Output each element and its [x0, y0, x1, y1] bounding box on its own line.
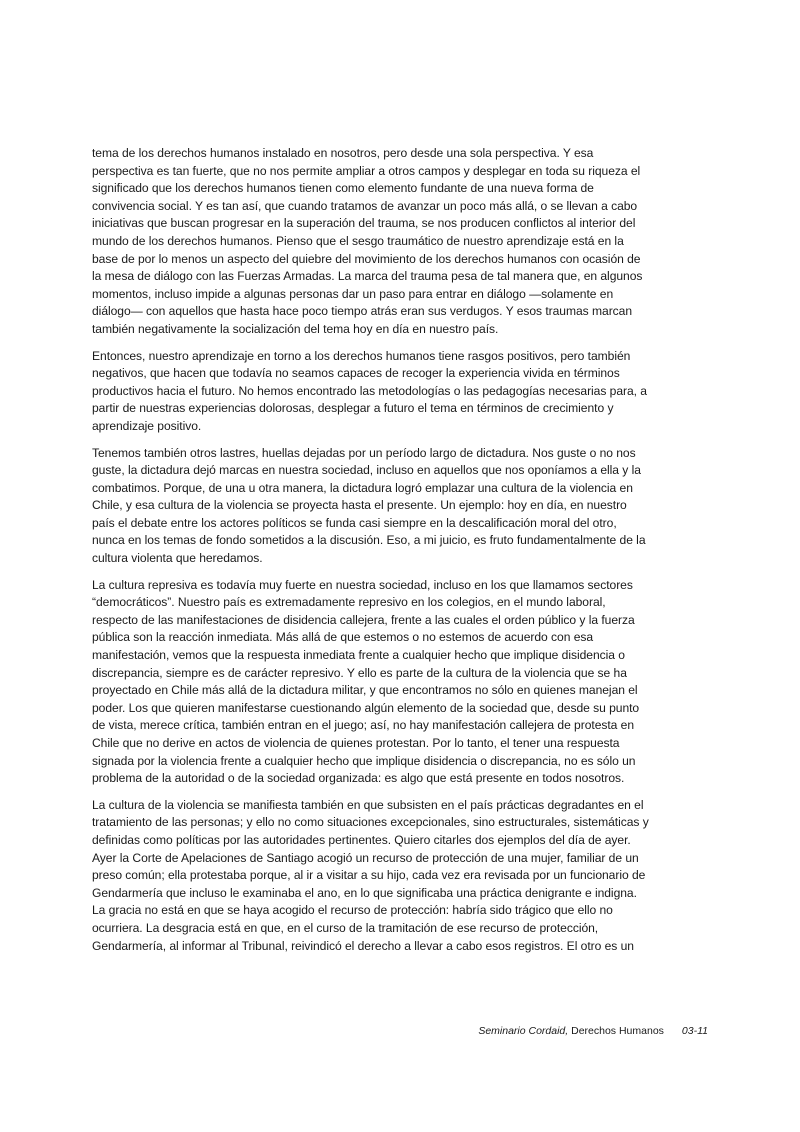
text-line: perspectiva es tan fuerte, que no nos permite ampliar a otros campos y desplegar en toda su riqueza el [92, 163, 641, 178]
text-line: cultura violenta que heredamos. [92, 551, 263, 566]
text-line: Entonces, nuestro aprendizaje en torno a los derechos humanos tiene rasgos positivos, pero también [92, 348, 631, 363]
text-line: guste, la dictadura dejó marcas en nuestra sociedad, incluso en aquellos que nos oponíamos a ella y la [92, 463, 641, 478]
text-line: Tenemos también otros lastres, huellas dejadas por un período largo de dictadura. Nos guste o no nos [92, 445, 636, 460]
text-line: combatimos. Porque, de una u otra manera, la dictadura logró emplazar una cultura de la violencia en [92, 480, 633, 495]
text-line: diálogo— con aquellos que hasta hace poco tiempo atrás eran sus verdugos. Y esos traumas marcan [92, 304, 633, 319]
text-line: iniciativas que buscan progresar en la superación del trauma, se nos producen conflictos al interior del [92, 216, 636, 231]
text-line: partir de nuestras experiencias dolorosas, desplegar a futuro el tema en términos de crecimiento y [92, 401, 614, 416]
text-line: la mesa de diálogo con las Fuerzas Armadas. La marca del trauma pesa de tal manera que, en algunos [92, 269, 643, 284]
footer-series-title: Seminario Cordaid, [478, 1025, 569, 1037]
text-line: Ayer la Corte de Apelaciones de Santiago acogió un recurso de protección de una mujer, familiar de un [92, 850, 639, 865]
text-line: discrepancia, siempre es de carácter represivo. Y ello es parte de la cultura de la violencia que se ha [92, 665, 627, 680]
text-line: poder. Los que quieren manifestarse cuestionando algún elemento de la sociedad que, desde su punto [92, 700, 640, 715]
text-line: país el debate entre los actores políticos se funda casi siempre en la descalificación moral del otro, [92, 515, 617, 530]
text-line: La gracia no está en que se haya acogido el recurso de protección: habría sido trágico que ello no [92, 903, 613, 918]
document-body [92, 145, 712, 964]
text-line: mundo de los derechos humanos. Pienso que el sesgo traumático de nuestro aprendizaje está en la [92, 233, 624, 248]
page-footer [478, 1025, 708, 1037]
text-line: signada por la violencia frente a cualquier hecho que implique disidencia o discrepancia, no es sólo un [92, 753, 636, 768]
text-line: proyectado en Chile más allá de la dictadura militar, y que encontramos no sólo en quienes manejan el [92, 683, 638, 698]
paragraph-1 [92, 145, 712, 339]
text-line: de vista, merece crítica, también entran en el juego; así, no hay manifestación callejera de protesta en [92, 718, 635, 733]
paragraph-4 [92, 577, 712, 788]
text-line: manifestación, vemos que la respuesta inmediata frente a cualquier hecho que implique disidencia o [92, 648, 625, 663]
text-line: La cultura de la violencia se manifiesta también en que subsisten en el país prácticas degradantes en el [92, 797, 644, 812]
text-line: base de por lo menos un aspecto del quiebre del movimiento de los derechos humanos con ocasión de [92, 251, 641, 266]
text-line: aprendizaje positivo. [92, 418, 202, 433]
text-line: definidas como políticas por las autoridades pertinentes. Quiero citarles dos ejemplos del día de ayer. [92, 832, 631, 847]
page-number: 03-11 [681, 1025, 708, 1037]
text-line: también negativamente la socialización del tema hoy en día en nuestro país. [92, 321, 499, 336]
text-line: Gendarmería que incluso le examinaba el ano, en lo que significaba una práctica denigrante e indigna. [92, 885, 637, 900]
text-line: preso común; ella protestaba porque, al ir a visitar a su hijo, cada vez era revisada por un funcionario de [92, 868, 646, 883]
paragraph-3 [92, 445, 712, 568]
text-line: nunca en los temas de fondo sometidos a la discusión. Eso, a mi juicio, es fruto fundamentalmente de la [92, 533, 646, 548]
text-line: ocurriera. La desgracia está en que, en el curso de la tramitación de ese recurso de protección, [92, 920, 599, 935]
text-line: problema de la autoridad o de la sociedad organizada: es algo que está presente en todos nosotros. [92, 771, 625, 786]
text-line: momentos, incluso impide a algunas personas dar un paso para entrar en diálogo —solamente en [92, 286, 614, 301]
text-line: Chile, y esa cultura de la violencia se proyecta hasta el presente. Un ejemplo: hoy en día, en nuestro [92, 498, 627, 513]
paragraph-2 [92, 348, 712, 436]
paragraph-5 [92, 797, 712, 955]
text-line: tema de los derechos humanos instalado en nosotros, pero desde una sola perspectiva. Y esa [92, 146, 594, 160]
text-line: negativos, que hacen que todavía no seamos capaces de recoger la experiencia vivida en términos [92, 366, 620, 381]
text-line: “democráticos”. Nuestro país es extremadamente represivo en los colegios, en el mundo laboral, [92, 595, 606, 610]
text-line: convivencia social. Y es tan así, que cuando tratamos de avanzar un poco más allá, o se llevan a cabo [92, 198, 638, 213]
text-line: tratamiento de las personas; y ello no como situaciones excepcionales, sino estructurales, sistemáticas y [92, 815, 649, 830]
text-line: Gendarmería, al informar al Tribunal, reivindicó el derecho a llevar a cabo esos registros. El otro es un [92, 938, 634, 953]
text-line: respecto de las manifestaciones de disidencia callejera, frente a las cuales el orden público y la fuerza [92, 612, 635, 627]
text-line: significado que los derechos humanos tienen como elemento fundante de una nueva forma de [92, 181, 594, 196]
text-line: La cultura represiva es todavía muy fuerte en nuestra sociedad, incluso en los que llamamos sectores [92, 577, 633, 592]
text-line: Chile que no derive en actos de violencia de quienes protestan. Por lo tanto, el tener una respuesta [92, 736, 620, 750]
footer-subject: Derechos Humanos [568, 1025, 664, 1037]
text-line: productivos hacia el futuro. No hemos encontrado las metodologías o las pedagogías necesarias para, a [92, 383, 647, 398]
text-line: pública son la reacción inmediata. Más allá de que estemos o no estemos de acuerdo con esa [92, 630, 594, 645]
